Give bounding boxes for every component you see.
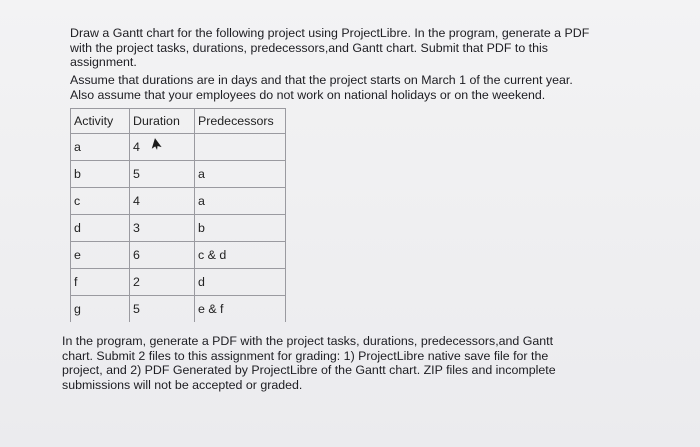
cell-duration: 3: [130, 215, 195, 242]
assumptions-paragraph: Assume that durations are in days and that the project starts on March 1 of the current year. Also assume that your employees do not work on national holidays or on the weekend.: [70, 73, 573, 102]
cell-activity: b: [71, 161, 130, 188]
table-row: [71, 134, 286, 161]
cell-predecessors: [195, 134, 286, 161]
mouse-pointer-icon: [149, 137, 163, 151]
cell-activity: a: [71, 134, 130, 161]
cell-duration: 6: [130, 242, 195, 269]
closing-paragraph: In the program, generate a PDF with the project tasks, durations, predecessors,and Gantt chart. Submit 2 files to this assignment for grading: 1) ProjectLibre native save file for the project, and 2) PDF Generated by ProjectLibre of the Gantt chart. ZIP files and incomplete submissions will not be accepted or graded.: [62, 334, 556, 392]
cell-predecessors: e & f: [195, 296, 286, 323]
activity-table: [70, 108, 286, 322]
cell-duration: 2: [130, 269, 195, 296]
cell-duration: 5: [130, 161, 195, 188]
table-header-row: [71, 109, 286, 134]
cell-duration: 4: [130, 134, 195, 161]
header-predecessors: Predecessors: [195, 109, 286, 134]
cell-duration: 4: [130, 188, 195, 215]
cell-predecessors: a: [195, 188, 286, 215]
cell-predecessors: b: [195, 215, 286, 242]
intro-paragraph: Draw a Gantt chart for the following project using ProjectLibre. In the program, generate a PDF with the project tasks, durations, predecessors,and Gantt chart. Submit that PDF to this assignment.: [70, 26, 590, 70]
cell-activity: d: [71, 215, 130, 242]
table-row: [71, 296, 286, 323]
table-row: [71, 269, 286, 296]
cell-duration: 5: [130, 296, 195, 323]
table-row: [71, 188, 286, 215]
header-activity: Activity: [71, 109, 130, 134]
table-row: [71, 161, 286, 188]
table-row: [71, 242, 286, 269]
cell-predecessors: a: [195, 161, 286, 188]
header-duration: Duration: [130, 109, 195, 134]
cell-predecessors: d: [195, 269, 286, 296]
cell-activity: g: [71, 296, 130, 323]
cell-activity: f: [71, 269, 130, 296]
table-row: [71, 215, 286, 242]
cell-activity: c: [71, 188, 130, 215]
cell-predecessors: c & d: [195, 242, 286, 269]
cell-activity: e: [71, 242, 130, 269]
